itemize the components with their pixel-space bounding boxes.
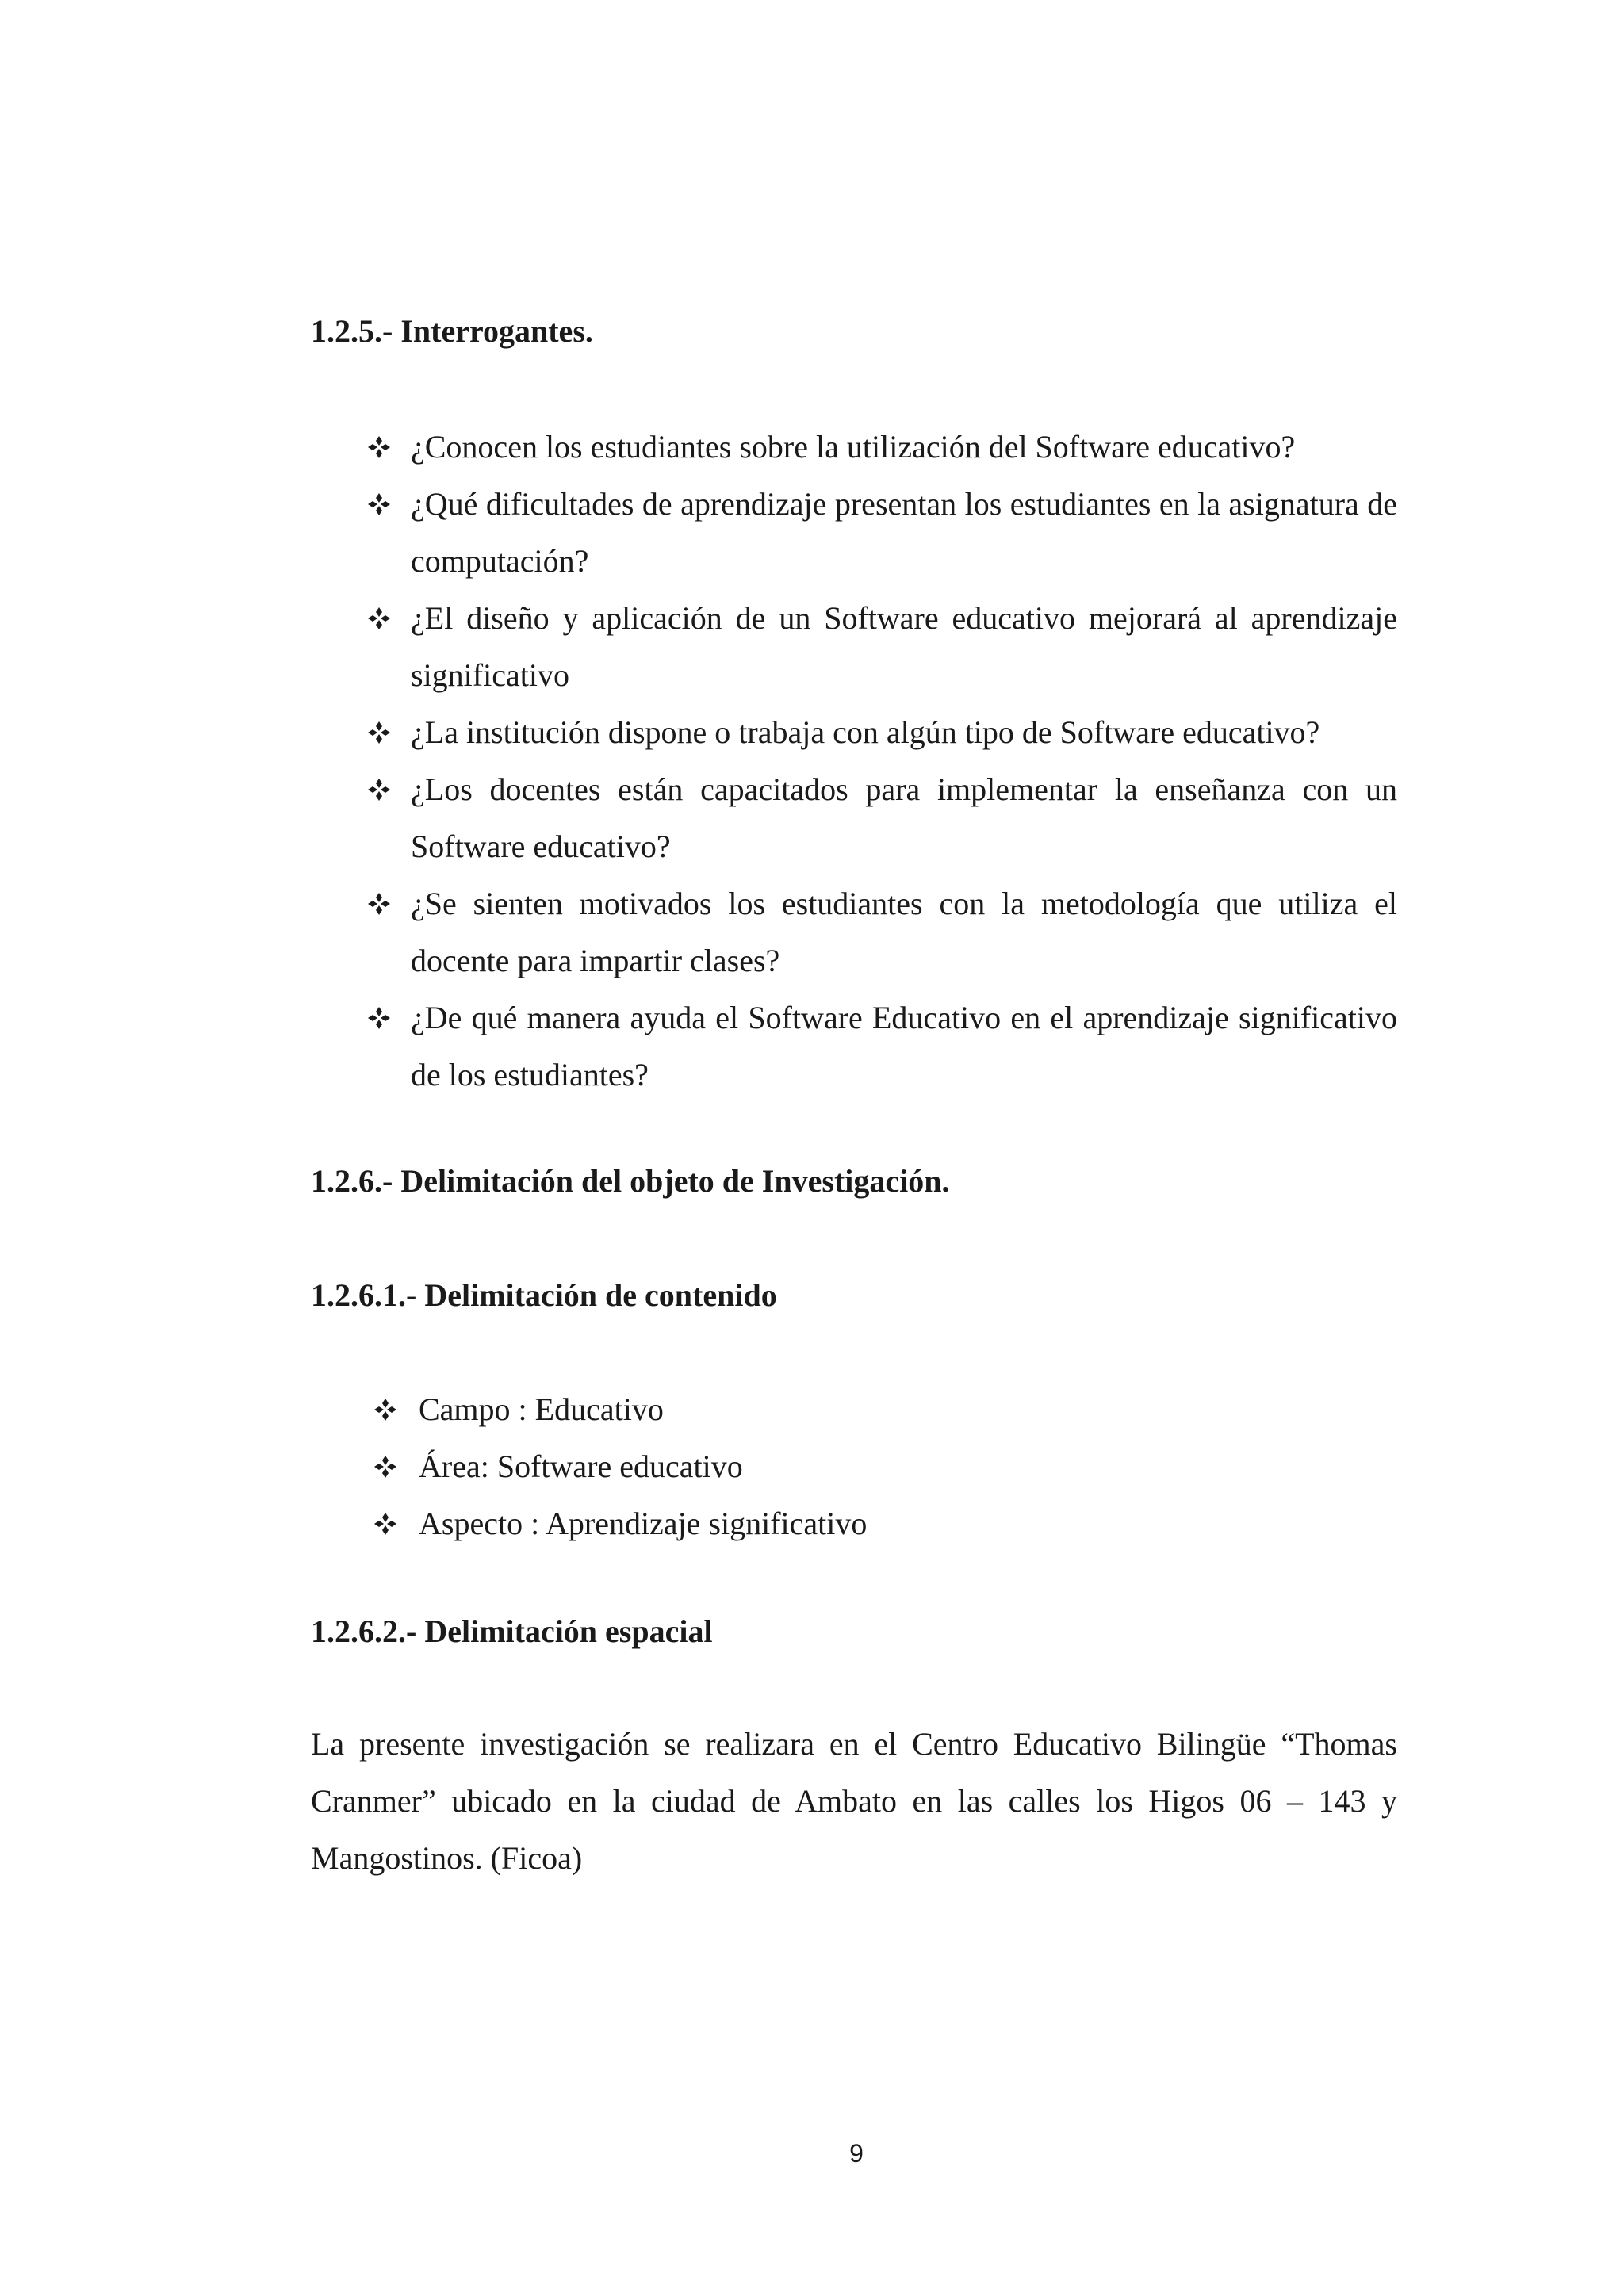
page-number: 9 xyxy=(849,2139,864,2168)
four-diamond-bullet-icon xyxy=(370,1495,401,1552)
list-item: Campo : Educativo xyxy=(370,1381,1397,1438)
list-item: ¿Se sienten motivados los estudiantes con la metodología que utiliza el docente para impartir clases? xyxy=(363,875,1397,989)
section-heading-delimitacion-objeto: 1.2.6.- Delimitación del objeto de Investigación. xyxy=(311,1163,950,1199)
four-diamond-bullet-icon xyxy=(370,1381,401,1438)
four-diamond-bullet-icon xyxy=(363,761,395,818)
content-delimitation-list xyxy=(370,1381,1397,1552)
four-diamond-bullet-icon xyxy=(363,989,395,1047)
section-heading-delimitacion-espacial: 1.2.6.2.- Delimitación espacial xyxy=(311,1613,713,1649)
four-diamond-bullet-icon xyxy=(363,875,395,932)
list-item: ¿El diseño y aplicación de un Software educativo mejorará al aprendizaje significativo xyxy=(363,590,1397,704)
list-item: ¿De qué manera ayuda el Software Educativo en el aprendizaje significativo de los estudiantes? xyxy=(363,989,1397,1104)
section-heading-delimitacion-contenido: 1.2.6.1.- Delimitación de contenido xyxy=(311,1277,777,1313)
four-diamond-bullet-icon xyxy=(363,476,395,533)
list-item: ¿Conocen los estudiantes sobre la utilización del Software educativo? xyxy=(363,419,1397,476)
list-item: Aspecto : Aprendizaje significativo xyxy=(370,1495,1397,1552)
body-paragraph: La presente investigación se realizara en el Centro Educativo Bilingüe “Thomas Cranmer” ubicado en la ciudad de Ambato en las calles los Higos 06 – 143 y Mangostinos. (Ficoa) xyxy=(311,1726,1397,1876)
four-diamond-bullet-icon xyxy=(363,590,395,647)
four-diamond-bullet-icon xyxy=(363,419,395,476)
list-item: ¿Qué dificultades de aprendizaje presentan los estudiantes en la asignatura de computación? xyxy=(363,476,1397,590)
four-diamond-bullet-icon xyxy=(370,1438,401,1495)
section-heading-interrogantes: 1.2.5.- Interrogantes. xyxy=(311,313,593,349)
list-item: Área: Software educativo xyxy=(370,1438,1397,1495)
questions-list xyxy=(363,419,1397,1104)
list-item: ¿La institución dispone o trabaja con algún tipo de Software educativo? xyxy=(363,704,1397,761)
four-diamond-bullet-icon xyxy=(363,704,395,761)
list-item: ¿Los docentes están capacitados para implementar la enseñanza con un Software educativo? xyxy=(363,761,1397,875)
